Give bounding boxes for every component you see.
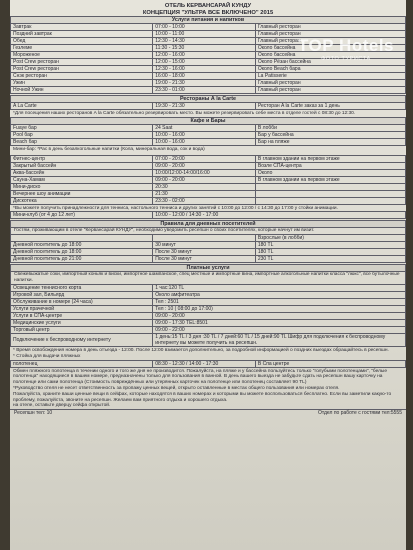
table-cell: Главный ресторан xyxy=(255,31,405,38)
towel-and-safety-notes xyxy=(10,369,406,410)
reception-phone: Ресепшн тел: 10 xyxy=(14,410,53,417)
table-cell: 12:30 - 14:30 xyxy=(153,38,256,45)
table-cell xyxy=(255,190,405,197)
table-cell: Гезлеме xyxy=(11,45,153,52)
table-row xyxy=(11,326,406,333)
table-row xyxy=(11,103,406,110)
table-cell: Услуги прачечной xyxy=(11,305,153,312)
table-cell: Около Beach бара xyxy=(255,66,405,73)
table-cell: Дневной посетитель до 18:00 xyxy=(11,242,153,249)
day-rules-rows xyxy=(11,242,406,263)
table-cell: Аква-бассейн xyxy=(11,169,153,176)
table-cell: 12:30 - 16:00 xyxy=(153,66,256,73)
table-cell: 180 TL xyxy=(255,242,405,249)
document-sheet xyxy=(10,0,406,550)
table-cell: Около амфитеатра xyxy=(153,291,406,298)
table-cell: Возле СПА-центра xyxy=(255,162,405,169)
table-cell: В главном здании на первом этаже xyxy=(255,176,405,183)
table-cell: 23:30 - 01:00 xyxy=(153,87,256,94)
table-cell: 08:30 - 12:30 / 14:00 - 17:30 xyxy=(153,360,256,367)
table-row xyxy=(11,319,406,326)
table-cell: A La Carte xyxy=(11,103,153,110)
section-title: Рестораны А la Carte xyxy=(11,96,406,103)
paid-rows xyxy=(11,284,406,333)
table-cell: Ночной Ужин xyxy=(11,87,153,94)
miniclub-table xyxy=(10,211,406,219)
table-cell xyxy=(255,183,405,190)
table-cell: 09:00 - 20:00 xyxy=(153,176,256,183)
paid-note: Свежевыжатые соки, импортный коньяк и виски, импортное шампанское, спец местные и импортные вина, импортные алкогольные напитки класса "люкс", все бутылочные напитки. xyxy=(11,272,406,285)
watermark-subtext: ФОТО ТУРИСТА xyxy=(321,56,371,62)
table-cell: 24 Saat xyxy=(153,124,256,131)
table-cell: 10:00 - 12:00 / 14:30 - 17:00 xyxy=(153,212,406,219)
note-text: Мини-бар: *Рас в день безалкогольные напитки (Кола, минеральная вода, сок и вода) xyxy=(13,146,205,152)
bars-table xyxy=(10,117,406,146)
table-cell: Главный ресторан xyxy=(255,87,405,94)
table-cell: Главный ресторан xyxy=(255,80,405,87)
table-cell: Взрослые (в лобби) xyxy=(255,235,405,242)
table-row xyxy=(11,212,406,219)
watermark-logo-text: TOP Hotels xyxy=(297,36,394,55)
table-cell: Post Crew ресторан xyxy=(11,59,153,66)
sport-rows xyxy=(11,155,406,204)
table-row xyxy=(11,242,406,249)
note-text: *Руководство отеля не несет ответственность за пропажу ценных вещей, открыто оставленные в местах общего пользования или номерах отеля. xyxy=(13,385,340,391)
section-title: Кафе и Бары xyxy=(11,117,406,124)
note-text: * Стойка для выдачи пляжных xyxy=(13,353,81,359)
table-cell: Снэк ресторан xyxy=(11,73,153,80)
table-cell: Около бассейна xyxy=(255,45,405,52)
table-cell: Подключение к беспроводному интернету xyxy=(11,333,153,346)
document-header xyxy=(10,3,406,16)
table-cell: Бар на пляже xyxy=(255,138,405,145)
table-cell: La Patisserie xyxy=(255,73,405,80)
table-cell: 07:00 - 10:00 xyxy=(153,24,256,31)
table-row xyxy=(11,284,406,291)
table-cell: Около xyxy=(255,169,405,176)
table-cell: 09:00 - 20:00 xyxy=(153,312,406,319)
table-cell: Дневной посетитель до 21:00 xyxy=(11,256,153,263)
table-cell: Освещение теннисного корта xyxy=(11,284,153,291)
table-cell: 230 TL xyxy=(255,256,405,263)
table-cell: Дискотека xyxy=(11,197,153,204)
table-cell xyxy=(153,235,256,242)
note-text: на отеле, оставьте дверцу сейфа открытой. xyxy=(13,403,111,409)
table-cell: Услуги в СПА-центре xyxy=(11,312,153,319)
table-cell: Игровой зал, Бильярд xyxy=(11,291,153,298)
table-header-row xyxy=(11,235,406,242)
guest-relations-phone: Отдел по работе с гостями тел:5555 xyxy=(317,410,402,417)
table-row xyxy=(11,138,406,145)
table-cell: Мороженое xyxy=(11,52,153,59)
note-text: *Для посещения наших ресторанов A la Carte обязательно резервировать место. Вы можете резервировать себе места в отделе гостей с 08:30 до 12:30. xyxy=(13,111,356,116)
note-text: *Вы можете получить принадлежности для тенниса, настольного тенниса и других занятий с 10:00 до 12:00 / с 14:30 до 17:00 у стойки анимации. xyxy=(13,205,338,211)
table-cell: Pool бар xyxy=(11,131,153,138)
table-cell: Мини-диско xyxy=(11,183,153,190)
table-cell: В лобби xyxy=(255,124,405,131)
table-cell: Главный ресторан xyxy=(255,24,405,31)
table-row xyxy=(11,333,406,346)
table-cell: Закрытый бассейн xyxy=(11,162,153,169)
table-cell: Мини-клуб (от 4 до 12 лет) xyxy=(11,212,153,219)
table-row xyxy=(11,24,406,31)
table-cell: Медицинские услуги xyxy=(11,319,153,326)
table-cell: 180 TL xyxy=(255,249,405,256)
table-cell: Бар у бассейна xyxy=(255,131,405,138)
table-row xyxy=(11,131,406,138)
table-row xyxy=(11,162,406,169)
table-cell: 07:00 - 20:00 xyxy=(153,155,256,162)
table-row xyxy=(11,312,406,319)
alacarte-note xyxy=(10,111,406,117)
table-cell: 10:00 - 16:00 xyxy=(153,138,256,145)
table-row xyxy=(11,183,406,190)
table-cell: 1 час:120 TL xyxy=(153,284,406,291)
table-cell: Post Crew ресторан xyxy=(11,66,153,73)
section-title: Правила для дневных посетителей xyxy=(11,221,406,228)
table-row xyxy=(11,169,406,176)
table-cell: 10:00 - 16:00 xyxy=(153,131,256,138)
table-cell: После 30 минут xyxy=(153,256,256,263)
table-cell: полотенец xyxy=(11,360,153,367)
table-row xyxy=(11,291,406,298)
note-text: Обмен пляжного полотенца в течении одного и того же дня не производится. Пожалуйста, на пляже и у бассейна пользуйтесь только "голубыми полотенцами", "белые полотенца" находящиеся в вашем номере, предназначены только для пользования в ванной. В день вашего выезда не забудьте сдать на ресепшн вашу карточку на полотенце или сами полотенца (Стоимость повреждённых или утерянных карточек на полотенце или полотенец составляет 90 TL) xyxy=(13,368,388,386)
table-cell: 09:00 - 22:00 xyxy=(153,326,406,333)
table-cell: Тел : 10 ( 08:00 до 17:00) xyxy=(153,305,406,312)
alacarte-table xyxy=(10,95,406,110)
table-cell xyxy=(255,197,405,204)
table-cell: В Спа центре xyxy=(255,360,405,367)
table-cell: Fuaye бар xyxy=(11,124,153,131)
table-cell: Поздний завтрак xyxy=(11,31,153,38)
hotel-name: ОТЕЛЬ КЕРВАНСАРАЙ КУНДУ xyxy=(164,3,252,9)
table-cell: После 30 минут xyxy=(153,249,256,256)
note-text: * Время освобождения номера в день отъезда - 12:00. После 12:00 взимается дополнительно, за подробной информацией о поздних выездах обращайтесь в ресепшн. xyxy=(13,347,389,353)
table-row xyxy=(11,197,406,204)
table-cell: 10:00/12:00-14:00/16:00 xyxy=(153,169,256,176)
table-cell: 16:00 - 18:00 xyxy=(153,73,256,80)
table-cell: 09:00 - 17:30 ТЕL:8501 xyxy=(153,319,406,326)
table-cell: Завтрак xyxy=(11,24,153,31)
table-cell: Дневной посетитель до 18:00 xyxy=(11,249,153,256)
table-row xyxy=(11,155,406,162)
note-text: Пожалуйста, храните ваши ценные вещи в сейфах, которые находятся в ваших номерах и которыми вы можете воспользоваться бесплатно. Если вы заметили какую-то проблему, пожалуйста, звоните на ресепшн. Желаем вам приятного отдыха и хорошего отдыха. xyxy=(13,391,392,403)
table-cell: Около бассейна xyxy=(255,52,405,59)
table-cell: Главный ресторан xyxy=(255,38,405,45)
table-cell: 12:00 - 16:00 xyxy=(153,52,256,59)
table-row xyxy=(11,124,406,131)
section-title: Услуги питания и напитков xyxy=(11,17,406,24)
contact-footer xyxy=(10,409,406,417)
table-row xyxy=(11,298,406,305)
day-rules-table xyxy=(10,220,406,263)
tophotels-watermark xyxy=(292,36,400,88)
table-cell: Около Рёзан бассейна xyxy=(255,59,405,66)
table-cell: Тел : 2501 xyxy=(153,298,406,305)
table-cell: Обслуживание в номере (24 часа) xyxy=(11,298,153,305)
concept-title: КОНЦЕПЦИЯ "УЛЬТРА ВСЕ ВКЛЮЧЕНО" 2015 xyxy=(142,9,274,16)
table-cell: 30 минут xyxy=(153,242,256,249)
table-cell: 21:30 xyxy=(153,190,256,197)
table-cell: Beach бар xyxy=(11,138,153,145)
table-row xyxy=(11,249,406,256)
table-cell: 12:00 - 15:00 xyxy=(153,59,256,66)
table-cell: 23:30 - 02:00 xyxy=(153,197,256,204)
table-cell: Сауна-Хамам xyxy=(11,176,153,183)
sport-table xyxy=(10,155,406,205)
table-cell: Ужин xyxy=(11,80,153,87)
day-rules-note: Гостям, проживающим в отеле "Кервансарай КУНДУ", необходимо уведомить ресепшн о своих посетителях, которые начнут им визит. xyxy=(11,228,406,235)
table-cell: 11:30 - 15:30 xyxy=(153,45,256,52)
table-cell: 09:00 - 20:00 xyxy=(153,162,256,169)
table-cell: 19:30 - 21:30 xyxy=(153,103,256,110)
section-title: Платные услуги xyxy=(11,265,406,272)
table-row xyxy=(11,256,406,263)
table-cell: 19:00 - 21:30 xyxy=(153,80,256,87)
table-cell: 10:00 - 11:00 xyxy=(153,31,256,38)
table-cell: В главном здании на первом этаже xyxy=(255,155,405,162)
table-row xyxy=(11,190,406,197)
paid-services-table xyxy=(10,264,406,347)
table-cell: Обед xyxy=(11,38,153,45)
table-cell: Вечернее шоу анимации xyxy=(11,190,153,197)
checkout-notes xyxy=(10,348,406,360)
towels-table xyxy=(10,360,406,368)
table-row xyxy=(11,360,406,367)
table-cell: Ресторан A la Carte заказ за 1 день xyxy=(255,103,405,110)
table-row xyxy=(11,176,406,183)
table-cell xyxy=(11,235,153,242)
table-cell: Фитнес-центр xyxy=(11,155,153,162)
table-row xyxy=(11,305,406,312)
table-cell: 1 день:15 TL / 3 дня :30 TL / 7 дней:60 TL / 15 дней:90 TL Шифр для подключения к беспроводному интернету вы можете получить на ресепшн. xyxy=(153,333,406,346)
table-cell: 20:30 xyxy=(153,183,256,190)
bars-rows xyxy=(11,124,406,145)
table-cell: Торговый центр xyxy=(11,326,153,333)
